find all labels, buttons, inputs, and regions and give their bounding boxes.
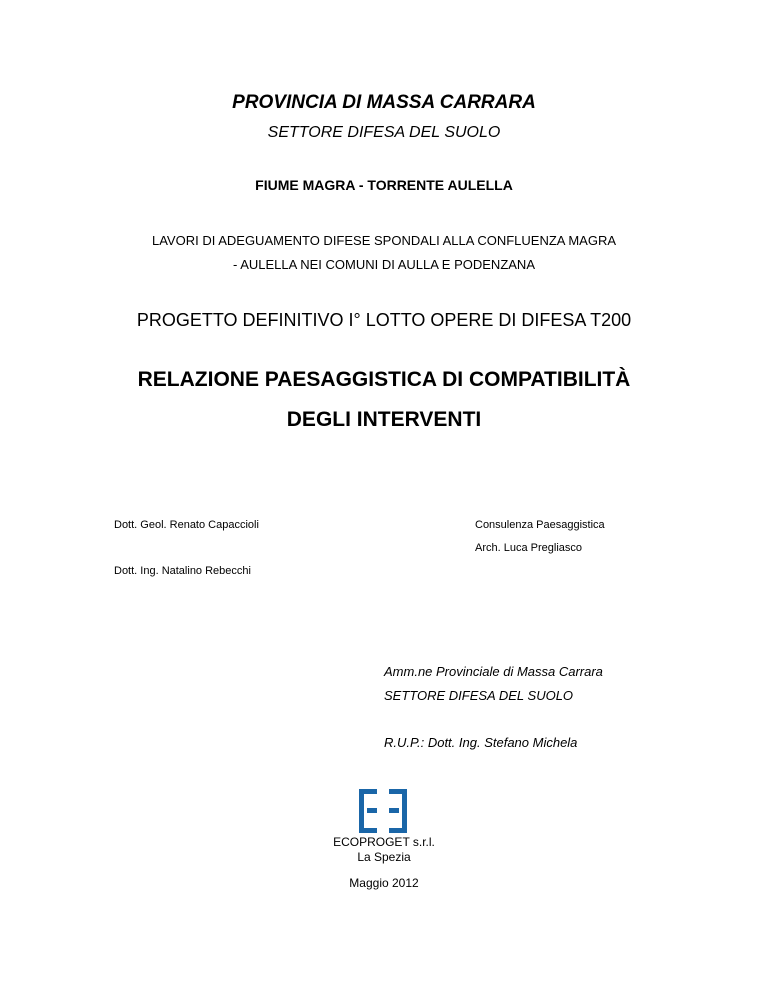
project-title: PROGETTO DEFINITIVO I° LOTTO OPERE DI DIFESA T200 (136, 310, 632, 330)
ecoproget-logo-icon (359, 789, 407, 833)
works-description-line-2: - AULELLA NEI COMUNI DI AULLA E PODENZANA (233, 257, 535, 272)
document-date: Maggio 2012 (349, 876, 419, 890)
engineer-name: Dott. Ing. Natalino Rebecchi (114, 565, 251, 577)
river-heading: FIUME MAGRA - TORRENTE AULELLA (255, 177, 513, 193)
client-sector: SETTORE DIFESA DEL SUOLO (384, 688, 574, 703)
works-description-line-1: LAVORI DI ADEGUAMENTO DIFESE SPONDALI ALLA CONFLUENZA MAGRA (151, 233, 617, 248)
report-title-line-1: RELAZIONE PAESAGGISTICA DI COMPATIBILITÀ (137, 368, 631, 391)
company-city: La Spezia (357, 850, 411, 864)
client-administration: Amm.ne Provinciale di Massa Carrara (384, 664, 603, 679)
rup-line: R.U.P.: Dott. Ing. Stefano Michela (384, 735, 578, 750)
sector-subtitle: SETTORE DIFESA DEL SUOLO (267, 124, 501, 141)
consultancy-label: Consulenza Paesaggistica (475, 519, 605, 531)
geologist-name: Dott. Geol. Renato Capaccioli (114, 519, 259, 531)
report-title-line-2: DEGLI INTERVENTI (286, 408, 482, 431)
company-name: ECOPROGET s.r.l. (333, 835, 435, 849)
province-title: PROVINCIA DI MASSA CARRARA (232, 92, 536, 113)
architect-name: Arch. Luca Pregliasco (475, 542, 582, 554)
